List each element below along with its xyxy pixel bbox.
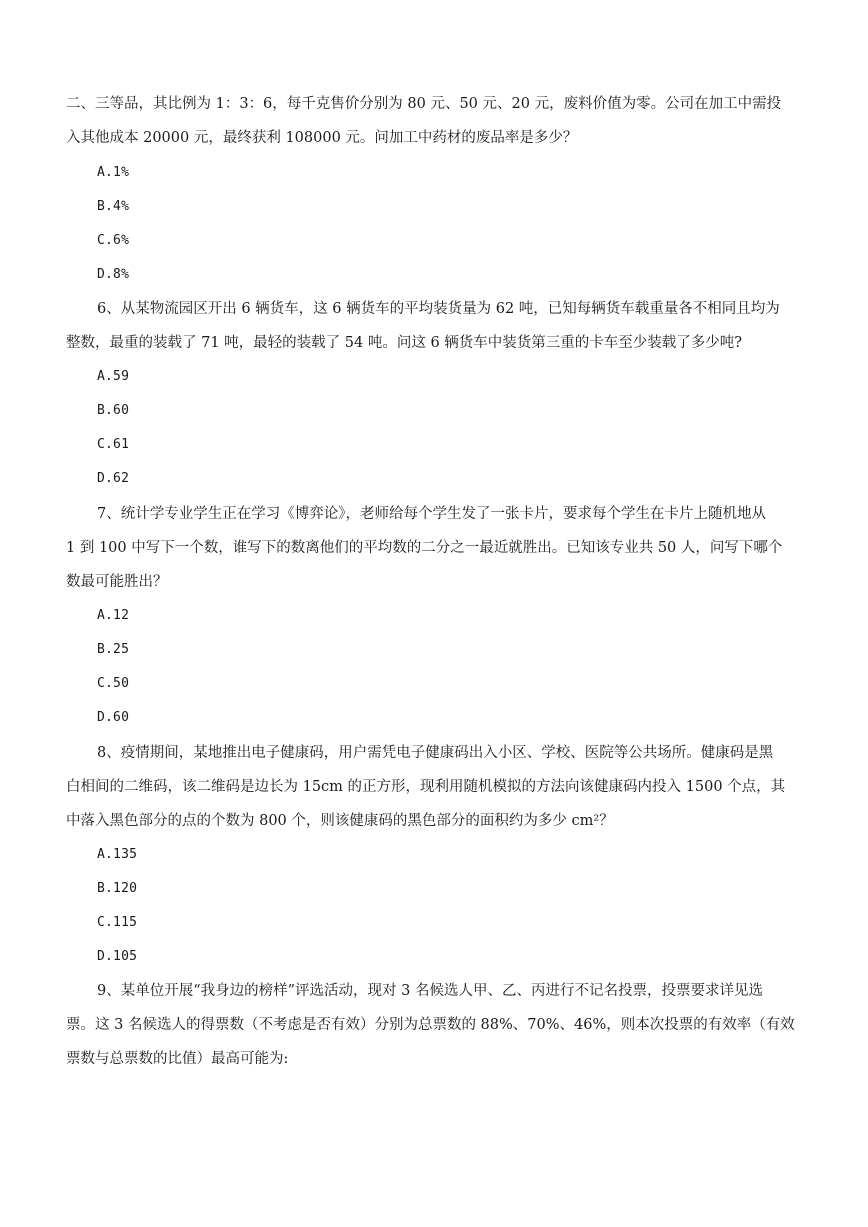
q6-option-a: A.59: [97, 369, 130, 384]
q6-option-b: B.60: [97, 403, 130, 418]
q8-option-c: C.115: [97, 915, 138, 930]
q5-option-d: D.8%: [97, 267, 130, 282]
q5-option-c: C.6%: [97, 233, 130, 248]
q8-option-a: A.135: [97, 847, 138, 862]
q8-text-line-2: 白相间的二维码，该二维码是边长为 15cm 的正方形，现利用随机模拟的方法向该健康码内投入 1500 个点，其: [66, 779, 786, 795]
q8-option-b: B.120: [97, 881, 138, 896]
q5-option-b: B.4%: [97, 199, 130, 214]
q9-text-line-1: 9、某单位开展“我身边的榜样”评选活动，现对 3 名候选人甲、乙、丙进行不记名投票，投票要求详见选: [97, 983, 763, 999]
q6-text-line-2: 整数，最重的装载了 71 吨，最轻的装载了 54 吨。问这 6 辆货车中装货第三重的卡车至少装载了多少吨?: [66, 335, 743, 351]
q7-text-line-2: 1 到 100 中写下一个数，谁写下的数离他们的平均数的二分之一最近就胜出。已知该专业共 50 人，问写下哪个: [66, 540, 783, 556]
q7-option-c: C.50: [97, 676, 130, 691]
q5-option-a: A.1%: [97, 165, 130, 180]
q5-text-line-2: 入其他成本 20000 元，最终获利 108000 元。问加工中药材的废品率是多少？: [66, 130, 578, 146]
q8-option-d: D.105: [97, 949, 138, 964]
q7-option-a: A.12: [97, 608, 130, 623]
q7-option-b: B.25: [97, 642, 130, 657]
q9-text-line-2: 票。这 3 名候选人的得票数（不考虑是否有效）分别为总票数的 88%、70%、46%，则本次投票的有效率（有效: [66, 1017, 795, 1033]
q5-text-line-1: 二、三等品，其比例为 1：3：6，每千克售价分别为 80 元、50 元、20 元，废料价值为零。公司在加工中需投: [66, 96, 782, 112]
q7-text-line-3: 数最可能胜出？: [66, 574, 168, 590]
q6-option-d: D.62: [97, 471, 130, 486]
q8-text-line-1: 8、疫情期间，某地推出电子健康码，用户需凭电子健康码出入小区、学校、医院等公共场所。健康码是黑: [97, 745, 774, 761]
q9-text-line-3: 票数与总票数的比值）最高可能为:: [66, 1051, 289, 1067]
q6-text-line-1: 6、从某物流园区开出 6 辆货车，这 6 辆货车的平均装货量为 62 吨，已知每辆货车载重量各不相同且均为: [97, 301, 780, 317]
q8-text-line-3: 中落入黑色部分的点的个数为 800 个，则该健康码的黑色部分的面积约为多少 cm²？: [66, 813, 614, 829]
q6-option-c: C.61: [97, 437, 130, 452]
q7-text-line-1: 7、统计学专业学生正在学习《博弈论》，老师给每个学生发了一张卡片，要求每个学生在卡片上随机地从: [97, 506, 766, 522]
q7-option-d: D.60: [97, 710, 130, 725]
